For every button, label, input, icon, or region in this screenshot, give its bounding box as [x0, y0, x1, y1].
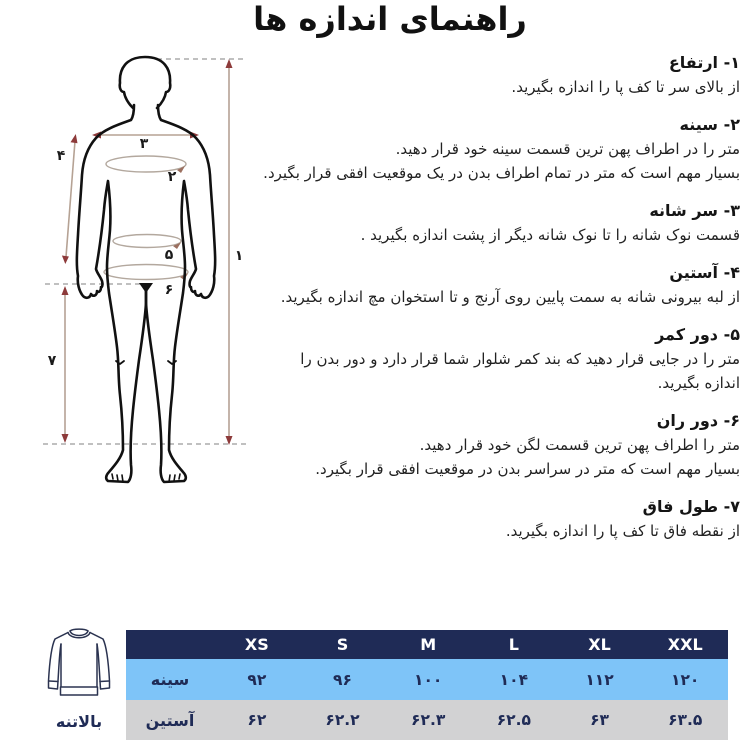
- body-measurement-diagram: [30, 45, 260, 505]
- size-table: [126, 630, 728, 740]
- sleeve-value: ۶۲: [247, 711, 267, 729]
- header-size-m: M: [420, 635, 437, 654]
- instruction-sleeve: [260, 261, 740, 309]
- header-size-xxl: XXL: [667, 635, 703, 654]
- instruction-heading: ۷- طول فاق: [642, 497, 740, 516]
- instruction-heading: ۶- دور ران: [656, 411, 740, 430]
- chest-value: ۹۲: [247, 670, 267, 689]
- instruction-heading: ۲- سینه: [679, 115, 740, 134]
- row-label-chest: سینه: [150, 670, 190, 689]
- sweater-icon: [44, 625, 114, 707]
- instruction-inseam: [260, 495, 740, 543]
- category-label: بالاتنه: [55, 712, 103, 731]
- instruction-line: بسیار مهم است که متر در تمام اطراف بدن در یک موقعیت افقی قرار بگیرد.: [263, 164, 740, 182]
- instruction-heading: ۳- سر شانه: [649, 201, 740, 220]
- crotch-mark: [139, 283, 153, 293]
- marker-shoulder: ۳: [139, 136, 149, 152]
- instruction-line: متر را در اطراف پهن ترین قسمت سینه خود قرار دهید.: [395, 140, 740, 158]
- measurement-instructions: [260, 51, 740, 557]
- instruction-line: اندازه بگیرید.: [657, 374, 740, 392]
- instruction-line: از نقطه فاق تا کف پا را اندازه بگیرید.: [505, 522, 740, 540]
- instruction-height: [260, 51, 740, 99]
- measurement-arrows: [65, 66, 229, 438]
- marker-height: ۱: [234, 248, 244, 264]
- instruction-thigh: [260, 409, 740, 481]
- chest-value: ۱۲۰: [671, 670, 700, 689]
- instruction-shoulder: [260, 199, 740, 247]
- marker-sleeve: ۴: [56, 148, 66, 164]
- instruction-heading: ۴- آستین: [669, 263, 740, 282]
- instruction-line: از بالای سر تا کف پا را اندازه بگیرید.: [511, 78, 740, 96]
- arrow-heads: [62, 59, 233, 445]
- header-size-xl: XL: [588, 635, 611, 654]
- header-size-l: L: [508, 635, 519, 654]
- instruction-heading: ۱- ارتفاع: [668, 53, 740, 72]
- instruction-chest: [260, 113, 740, 185]
- table-row-sleeve: [126, 700, 728, 740]
- human-figure-outline: [77, 57, 215, 482]
- header-size-xs: XS: [244, 635, 269, 654]
- sleeve-value: ۶۲.۲: [325, 711, 360, 729]
- sleeve-value: ۶۳.۵: [668, 711, 703, 729]
- instruction-waist: [260, 323, 740, 395]
- marker-inseam: ۷: [47, 353, 57, 369]
- marker-thigh: ۶: [164, 282, 174, 298]
- page-title: راهنمای اندازه ها: [253, 0, 527, 38]
- marker-waist: ۵: [164, 247, 174, 263]
- table-row-chest: [126, 659, 728, 700]
- header-empty-cell: [126, 630, 214, 659]
- header-size-s: S: [336, 635, 349, 654]
- dashed-reference-lines: [43, 59, 248, 444]
- chest-value: ۱۰۰: [413, 670, 443, 689]
- instruction-line: متر را اطراف پهن ترین قسمت لگن خود قرار دهید.: [419, 436, 740, 454]
- instruction-line: قسمت نوک شانه را تا نوک شانه دیگر از پشت اندازه بگیرید .: [360, 226, 740, 244]
- sleeve-value: ۶۲.۳: [411, 711, 446, 729]
- instruction-line: از لبه بیرونی شانه به سمت پایین روی آرنج و تا استخوان مچ اندازه بگیرید.: [280, 288, 740, 306]
- instruction-line: بسیار مهم است که متر در سراسر بدن در موقعیت افقی قرار بگیرد.: [315, 460, 740, 478]
- size-table-header-row: [126, 630, 728, 659]
- instruction-line: متر را در جایی قرار دهید که بند کمر شلوار شما قرار دارد و دور بدن را: [300, 350, 740, 368]
- instruction-heading: ۵- دور کمر: [655, 325, 740, 344]
- row-label-sleeve: آستین: [145, 710, 195, 730]
- chest-value: ۱۰۴: [499, 670, 529, 689]
- chest-value: ۱۱۲: [585, 670, 614, 689]
- category-block: [38, 625, 120, 731]
- chest-value: ۹۶: [333, 670, 352, 689]
- marker-chest: ۲: [167, 169, 177, 185]
- sleeve-value: ۶۲.۵: [496, 711, 531, 729]
- sleeve-value: ۶۳: [590, 711, 609, 729]
